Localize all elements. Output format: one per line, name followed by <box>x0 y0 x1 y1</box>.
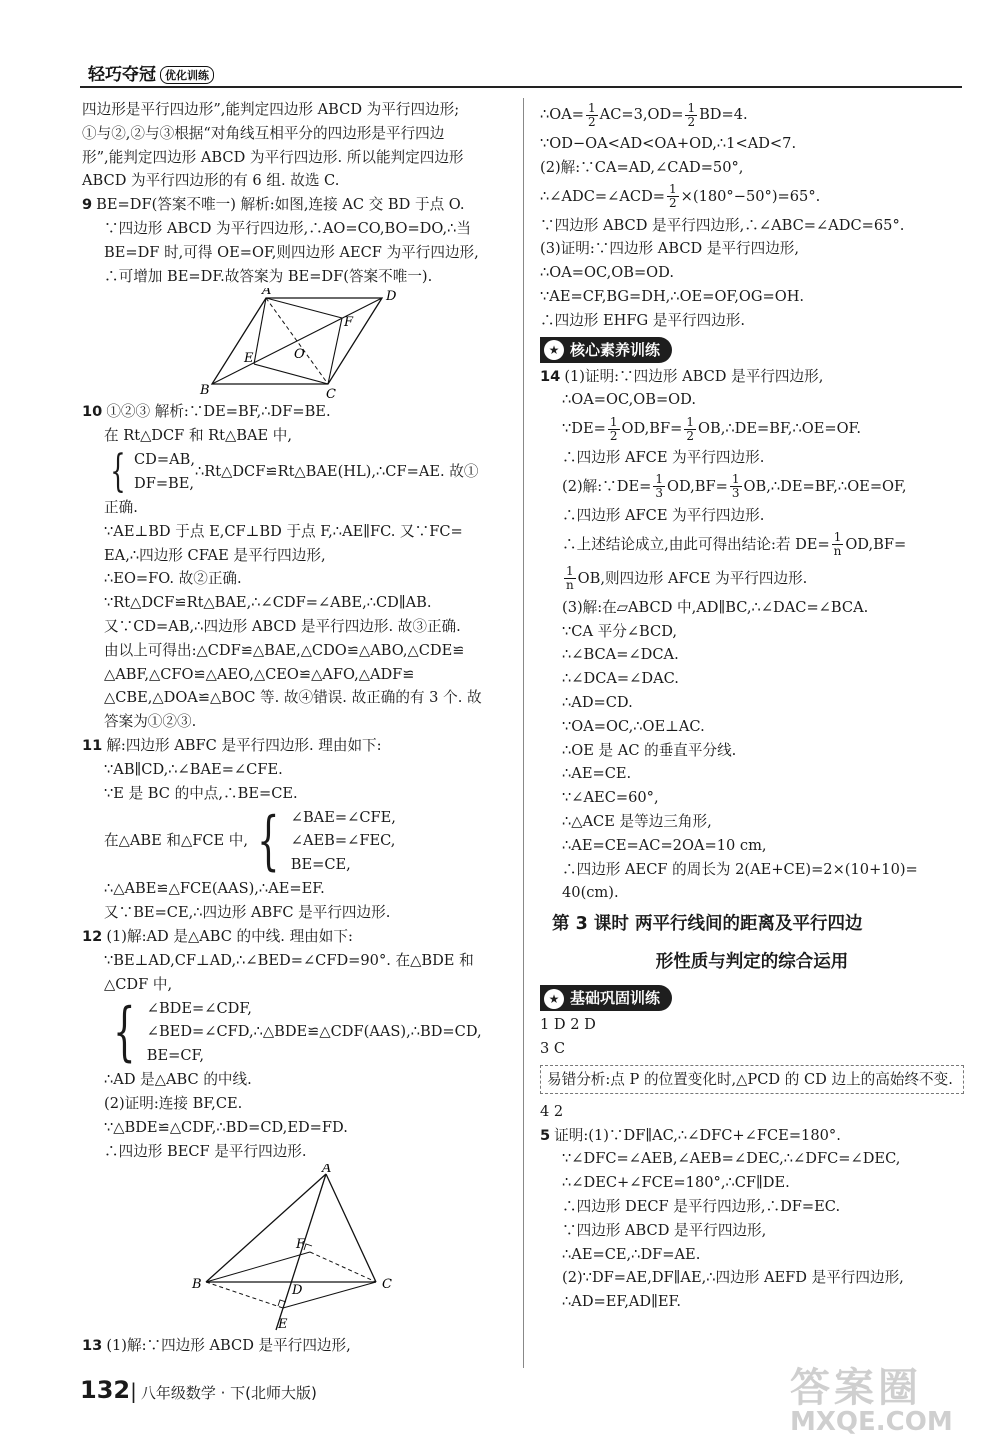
logo-badge: 优化训练 <box>160 66 214 84</box>
text-line: BE=DF 时,可得 OE=OF,则四边形 AECF 为平行四边形, <box>104 243 479 261</box>
q10-line <box>82 400 512 424</box>
answer-line: 1 D 2 D <box>540 1016 596 1034</box>
text-line: ∵四边形 ABCD 为平行四边形,∴AO=CO,BO=DO,∴当 <box>104 219 472 237</box>
text-line: 在 Rt△DCF 和 Rt△BAE 中, <box>104 427 293 445</box>
text-line: ∴∠BCA=∠DCA. <box>562 646 679 664</box>
text-line: ∵∠DFC=∠AEB,∠AEB=∠DEC,∴∠DFC=∠DEC, <box>562 1150 901 1168</box>
text-line: ∵Rt△DCF≌Rt△BAE,∴∠CDF=∠ABE,∴CD∥AB. <box>104 594 432 612</box>
text-span: ∵DE= <box>562 420 606 438</box>
numerator: 1 <box>731 472 740 487</box>
numerator: 1 <box>833 530 842 545</box>
question-number: 5 <box>540 1126 551 1144</box>
brace-glyph: { <box>110 445 126 497</box>
question-number: 13 <box>82 1336 103 1354</box>
brace-line: BE=CF, <box>146 1047 204 1065</box>
text-line: ∵BE⊥AD,CF⊥AD,∴∠BED=∠CFD=90°. 在△BDE 和 <box>104 951 474 969</box>
text-line: 四边形是平行四边形”,能判定四边形 ABCD 为平行四边形; <box>82 101 460 118</box>
brace-line: CD=AB, <box>134 451 195 469</box>
page-footer: 132| 八年级数学 · 下(北师大版) <box>80 1376 317 1404</box>
text-line: ∵AE=CF,BG=DH,∴OE=OF,OG=OH. <box>540 287 805 305</box>
brace-prefix: 在△ABE 和△FCE 中, <box>104 832 249 850</box>
q11-text: 解:四边形 ABFC 是平行四边形. 理由如下: <box>106 736 382 754</box>
text-line: 形”,能判定四边形 ABCD 为平行四边形. 所以能判定四边形 <box>82 148 464 166</box>
brace-glyph: { <box>113 995 136 1070</box>
label-O: O <box>294 347 305 363</box>
numerator: 1 <box>686 414 695 429</box>
text-span: AC=3,OD= <box>599 106 684 123</box>
left-column <box>82 98 512 1357</box>
text-line: 又∵BE=CE,∴四边形 ABFC 是平行四边形. <box>104 904 391 922</box>
label-F: F <box>344 315 354 331</box>
brace-line: ∠BED=∠CFD,∴△BDE≌△CDF(AAS),∴BD=CD, <box>146 1023 482 1041</box>
q14-line <box>540 365 964 389</box>
text-line: ∵OA=OC,∴OE⊥AC. <box>562 717 705 735</box>
header-rule <box>80 86 962 88</box>
fraction-line <box>540 98 964 132</box>
q14-text: (1)证明:∵四边形 ABCD 是平行四边形, <box>564 367 824 385</box>
text-line: ∴四边形 AFCE 为平行四边形. <box>562 449 765 467</box>
numerator: 1 <box>687 100 696 115</box>
numerator: 1 <box>588 100 596 115</box>
brace-system <box>82 996 512 1068</box>
text-line: ∴OA=OC,OB=OD. <box>540 264 674 282</box>
text-line: 又∵CD=AB,∴四边形 ABCD 是平行四边形. 故③正确. <box>104 617 461 635</box>
parallelogram-figure <box>82 288 512 400</box>
text-line: ∴AE=CE=AC=2OA=10 cm, <box>562 836 767 854</box>
denominator: 2 <box>686 428 695 443</box>
text-line: ∵四边形 ABCD 是平行四边形, <box>562 1221 767 1239</box>
text-span: OD,BF= <box>845 535 907 553</box>
text-span: OB,∴DE=BF,∴OE=OF, <box>743 477 907 495</box>
text-line: ①与②,②与③根据“对角线互相平分的四边形是平行四边 <box>82 124 445 142</box>
text-line: ∴可增加 BE=DF.故答案为 BE=DF(答案不唯一). <box>104 267 433 285</box>
text-line: ∴四边形 EHFG 是平行四边形. <box>540 311 746 329</box>
text-line: ∵OD−OA<AD<OA+OD,∴1<AD<7. <box>540 135 797 152</box>
fraction <box>684 416 696 443</box>
text-line: ∴△ABE≌△FCE(AAS),∴AE=EF. <box>104 880 325 898</box>
numerator: 1 <box>655 472 663 487</box>
brace-line: ∠BDE=∠CDF, <box>146 999 252 1017</box>
q12-line <box>82 925 512 949</box>
fraction <box>730 473 742 500</box>
label-D: D <box>292 1282 303 1298</box>
text-span: ∴上述结论成立,由此可得出结论:若 DE= <box>562 535 830 553</box>
brace-conclusion: ∴Rt△DCF≌Rt△BAE(HL),∴CF=AE. 故① <box>195 463 479 481</box>
numerator: 1 <box>566 564 574 579</box>
question-number: 14 <box>540 367 561 385</box>
denominator: 2 <box>687 114 696 129</box>
text-span: (2)解:∵DE= <box>562 477 652 495</box>
denominator: 3 <box>655 486 663 501</box>
footer-text: 八年级数学 · 下(北师大版) <box>140 1384 317 1402</box>
text-line: 正确. <box>104 498 138 516</box>
text-line: ABCD 为平行四边形的有 6 组. 故选 C. <box>82 172 340 190</box>
text-span: OB,∴DE=BF,∴OE=OF. <box>698 420 862 438</box>
parallelogram-svg <box>82 288 512 400</box>
book-logo <box>88 60 214 85</box>
column-divider <box>523 98 524 1368</box>
text-line: (3)证明:∵四边形 ABCD 是平行四边形, <box>540 240 800 258</box>
text-line: 40(cm). <box>562 884 619 902</box>
text-line: ∴OA=OC,OB=OD. <box>562 391 696 409</box>
text-line: ∴OE 是 AC 的垂直平分线. <box>562 741 737 759</box>
label-A: A <box>322 1163 332 1176</box>
label-B: B <box>200 383 210 399</box>
label-E: E <box>278 1316 288 1332</box>
text-line: ∴AE=CE. <box>562 765 632 783</box>
text-span: OB,则四边形 AFCE 为平行四边形. <box>577 569 808 587</box>
medal-icon: ★ <box>544 340 564 360</box>
lesson-title-line2: 形性质与判定的综合运用 <box>655 952 849 973</box>
fraction-line <box>540 562 964 596</box>
right-column <box>540 98 964 1314</box>
error-analysis-note: 易错分析:点 P 的位置变化时,△PCD 的 CD 边上的高始终不变. <box>540 1065 964 1094</box>
lesson-title-line1: 第 3 课时 两平行线间的距离及平行四边 <box>552 914 863 935</box>
fraction-line <box>540 412 964 446</box>
fraction <box>667 183 679 210</box>
denominator: 2 <box>669 196 677 211</box>
label-A: A <box>262 288 272 299</box>
brace-line: BE=CE, <box>290 856 351 874</box>
fraction <box>685 102 697 129</box>
brace-glyph: { <box>257 804 280 879</box>
q5-text: 证明:(1)∵DF∥AC,∴∠DFC+∠FCE=180°. <box>554 1126 841 1144</box>
section-banner-core <box>540 337 672 363</box>
brace-line: DF=BE, <box>134 474 195 492</box>
text-line: 由以上可得出:△CDF≌△BAE,△CDO≌△ABO,△CDE≌ <box>104 641 465 659</box>
text-line: ∴四边形 BECF 是平行四边形. <box>104 1142 307 1160</box>
answer-line: 4 2 <box>540 1102 564 1120</box>
triangle-svg <box>82 1164 512 1334</box>
denominator: n <box>565 578 574 593</box>
numerator: 1 <box>609 414 618 429</box>
label-D: D <box>386 289 397 305</box>
q12-text: (1)解:AD 是△ABC 的中线. 理由如下: <box>106 927 353 945</box>
text-line: ∴AD=CD. <box>562 693 633 711</box>
text-line: ∴四边形 AFCE 为平行四边形. <box>562 506 765 524</box>
brace-system <box>82 805 512 877</box>
question-number: 11 <box>82 736 103 754</box>
text-span: OD,BF= <box>667 477 728 495</box>
question-number: 10 <box>82 403 103 421</box>
banner-label: 核心素养训练 <box>570 340 661 359</box>
fraction <box>608 416 620 443</box>
banner-label: 基础巩固训练 <box>570 989 661 1008</box>
text-line: (2)证明:连接 BF,CE. <box>104 1095 243 1113</box>
text-span: ∴∠ADC=∠ACD= <box>540 187 666 205</box>
text-line: ∵AE⊥BD 于点 E,CF⊥BD 于点 F,∴AE∥FC. 又∵FC= <box>104 522 463 540</box>
text-line: ∴AD 是△ABC 的中线. <box>104 1071 252 1089</box>
text-line: (2)∵DF=AE,DF∥AE,∴四边形 AEFD 是平行四边形, <box>562 1269 904 1287</box>
text-line: ∴AD=EF,AD∥EF. <box>562 1293 682 1311</box>
watermark-url: MXQE.COM <box>790 1407 953 1437</box>
watermark <box>790 1356 953 1437</box>
text-line: ∴AE=CE,∴DF=AE. <box>562 1245 701 1263</box>
brace-lines <box>291 806 396 877</box>
fraction-line <box>540 528 964 562</box>
text-span: OD,BF= <box>621 420 683 438</box>
label-B: B <box>192 1276 202 1292</box>
question-number: 12 <box>82 927 103 945</box>
watermark-text: 答案圈 <box>790 1365 922 1411</box>
label-C: C <box>382 1276 392 1292</box>
text-line: ∵CA 平分∠BCD, <box>562 622 678 640</box>
text-line: ∵△BDE≌△CDF,∴BD=CD,ED=FD. <box>104 1118 348 1136</box>
text-line: ∴△ACE 是等边三角形, <box>562 812 712 830</box>
text-line: ∵∠AEC=60°, <box>562 789 659 807</box>
q9-line <box>82 193 512 217</box>
logo-text: 轻巧夺冠 <box>88 65 156 85</box>
fraction <box>832 531 844 558</box>
q9-text: BE=DF(答案不唯一) 解析:如图,连接 AC 交 BD 于点 O. <box>96 196 465 214</box>
text-line: ∴EO=FO. 故②正确. <box>104 570 242 588</box>
text-line: (2)解:∵CA=AD,∠CAD=50°, <box>540 158 744 176</box>
denominator: n <box>833 544 842 559</box>
medal-icon: ★ <box>544 989 564 1009</box>
text-span: ×(180°−50°)=65°. <box>680 187 821 205</box>
text-line: EA,∴四边形 CFAE 是平行四边形, <box>104 546 326 564</box>
denominator: 3 <box>731 486 740 501</box>
q10-text: ①②③ 解析:∵DE=BF,∴DF=BE. <box>106 403 331 421</box>
text-line: △CBE,△DOA≌△BOC 等. 故④错误. 故正确的有 3 个. 故 <box>104 689 482 707</box>
text-span: BD=4. <box>699 106 748 123</box>
text-line: ∵四边形 ABCD 是平行四边形,∴∠ABC=∠ADC=65°. <box>540 216 905 234</box>
text-line: ∴∠DEC+∠FCE=180°,∴CF∥DE. <box>562 1174 790 1192</box>
brace-lines <box>147 997 482 1068</box>
text-line: ∴四边形 DECF 是平行四边形,∴DF=EC. <box>562 1197 841 1215</box>
brace-line: ∠AEB=∠FEC, <box>290 832 396 850</box>
text-line: ∵AB∥CD,∴∠BAE=∠CFE. <box>104 760 283 778</box>
question-number: 9 <box>82 196 93 214</box>
brace-system <box>82 445 512 497</box>
denominator: 2 <box>588 114 596 129</box>
text-line: △CDF 中, <box>104 975 173 993</box>
brace-line: ∠BAE=∠CFE, <box>290 808 396 826</box>
label-C: C <box>326 387 336 401</box>
answer-line: 3 C <box>540 1039 566 1057</box>
fraction-line <box>540 470 964 504</box>
q5-line <box>540 1124 964 1148</box>
denominator: 2 <box>609 428 618 443</box>
text-line: ∴∠DCA=∠DAC. <box>562 670 679 688</box>
q13-line <box>82 1334 512 1358</box>
q13-text: (1)解:∵四边形 ABCD 是平行四边形, <box>106 1336 351 1354</box>
text-line: 答案为①②③. <box>104 713 197 731</box>
triangle-figure <box>82 1164 512 1334</box>
text-line: (3)解:在▱ABCD 中,AD∥BC,∴∠DAC=∠BCA. <box>562 598 869 616</box>
numerator: 1 <box>669 182 677 197</box>
fraction <box>653 473 665 500</box>
label-E: E <box>244 351 254 367</box>
fraction-line <box>540 180 964 214</box>
label-F: F <box>296 1236 306 1252</box>
text-span: ∴OA= <box>540 106 585 123</box>
brace-lines <box>134 448 195 496</box>
q11-line <box>82 734 512 758</box>
text-line: △ABF,△CFO≌△AEO,△CEO≌△AFO,△ADF≌ <box>104 665 415 683</box>
fraction <box>564 565 576 592</box>
fraction <box>586 102 598 129</box>
text-line: ∵E 是 BC 的中点,∴BE=CE. <box>104 784 298 802</box>
page-number: 132 <box>80 1376 131 1404</box>
text-line: ∴四边形 AECF 的周长为 2(AE+CE)=2×(10+10)= <box>562 860 918 878</box>
section-banner-basic <box>540 985 672 1011</box>
page-header <box>80 56 960 90</box>
